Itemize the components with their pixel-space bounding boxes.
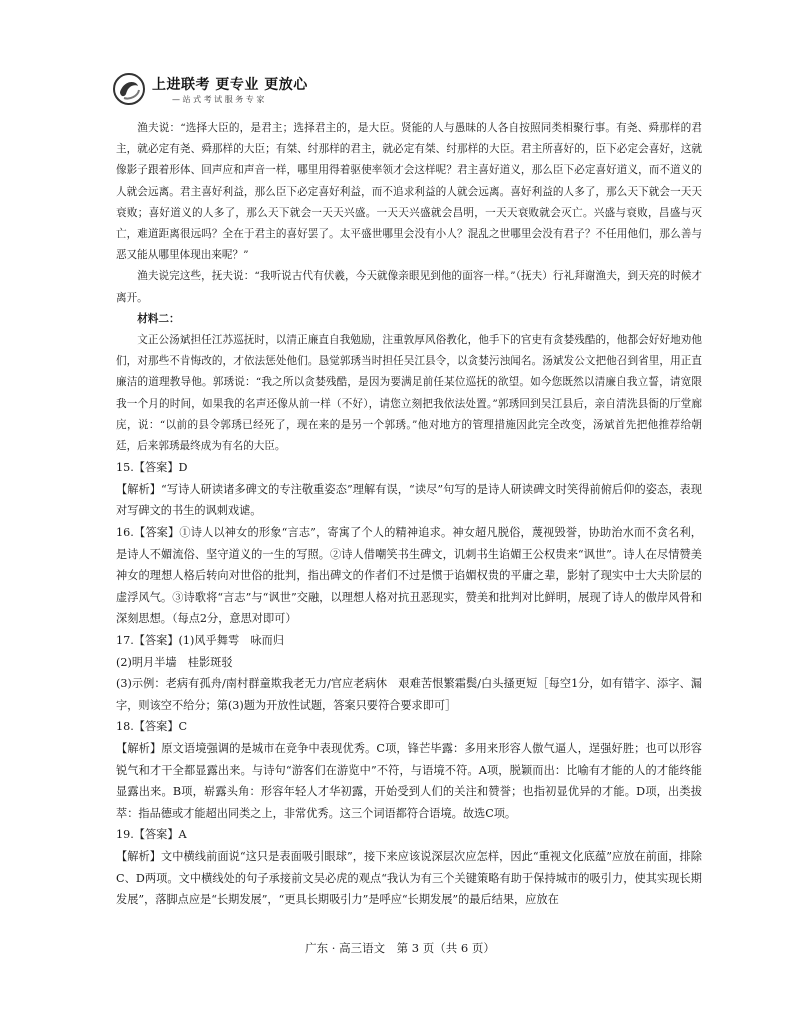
brand-tagline: — 站 式 考 试 服 务 专 家	[172, 95, 265, 104]
answer-line: 17.【答案】(1)风乎舞雩 咏而归	[116, 634, 284, 647]
answer-line: (2)明月半墙 桂影斑驳	[116, 655, 233, 669]
translation-paragraph-3: 文正公汤斌担任江苏巡抚时，以清正廉直自我勉励，注重敦厚风俗教化，他手下的官吏有贪婪残酷的，他都会好好地劝他们，对那些不肯悔改的，才依法惩处他们。恳觉郭琇当时担任吴江县令，以贪婪污浊闻名。汤斌发公文把他召到省里，用正直廉洁的道理教导他。郭琇说：“我之所以贪婪残酷，是因为要满足前任某位巡抚的欲望。如今您既然以清廉自我立誓，请宽限我一个月的时间，如果我的名声还像从前一样（不好），请您立刻把我依法处置。”郭琇回到吴江县后，亲自清洗县衙的厅堂廊庑，说：“以前的县令郭琇已经死了，现在来的是另一个郭琇。”他对地方的管理措施因此完全改变，汤斌首先把他推荐给朝廷，后来郭琇最终成为有名的大臣。	[116, 334, 702, 453]
page-content	[116, 118, 702, 911]
translation-paragraph-2: 渔夫说完这些，抚夫说：“我听说古代有伏羲，今天就像亲眼见到他的面容一样。”（抚夫）行礼拜谢渔夫，到天亮的时候才离开。	[116, 270, 702, 304]
material-2-heading: 材料二：	[137, 312, 180, 325]
answer-line: (3)示例：老病有孤舟/南村群童欺我老无力/官应老病休 艰难苦恨繁霜鬓/白头搔更短［每空1分，如有错字、添字、漏字，则该空不给分；第(3)题为开放性试题，答案只要符合要求即可］	[116, 677, 702, 712]
answer-line: 【解析】“写诗人研读诸多碑文的专注敬重姿态”理解有误，“读尽”句写的是诗人研读碑文时笑得前俯后仰的姿态，表现对写碑文的书生的讽刺戏谑。	[116, 482, 702, 518]
answer-line: 19.【答案】A	[116, 828, 187, 842]
answer-line: 18.【答案】C	[116, 720, 188, 734]
answer-line: 15.【答案】D	[116, 461, 188, 475]
page-header	[112, 70, 372, 114]
translation-paragraph-1: 渔夫说：“选择大臣的，是君主；选择君主的，是大臣。贤能的人与愚昧的人各自按照同类相聚行事。有尧、舜那样的君主，就必定有尧、舜那样的大臣；有桀、纣那样的君主，就必定有桀、纣那样的大臣。君主所喜好的，臣下必定会喜好，这就像影子跟着形体、回声应和声音一样，哪里用得着驱使率领才会这样呢？君主喜好道义，那么臣下必定喜好道义，而不道义的人就会远离。君主喜好利益，那么臣下必定喜好利益，而不追求利益的人就会远离。喜好利益的人多了，那么天下就会一天天衰败；喜好道义的人多了，那么天下就会一天天兴盛。一天天兴盛就会昌明，一天天衰败就会灭亡。兴盛与衰败，昌盛与灭亡，难道距离很远吗？全在于君主的喜好罢了。太平盛世哪里会没有小人？混乱之世哪里会没有君子？不任用他们，那么善与恶又能从哪里体现出来呢？”	[116, 122, 702, 262]
answer-line: 16.【答案】①诗人以神女的形象“言志”，寄寓了个人的精神追求。神女超凡脱俗，蔑视毁誉，协助治水而不贪名利，是诗人不媚流俗、坚守道义的一生的写照。②诗人借嘲笑书生碑文，讥刺书生谄媚王公权贵来“讽世”。诗人在尽情赞美神女的理想人格后转向对世俗的批判，指出碑文的作者们不过是惯于谄媚权贵的平庸之辈，影射了现实中士大夫阶层的虚浮风气。③诗歌将“言志”与“讽世”交融，以理想人格对抗丑恶现实，赞美和批判对比鲜明，展现了诗人的傲岸风骨和深刻思想。（每点2分，意思对即可）	[116, 526, 702, 626]
page-footer: 广东 · 高三语文 第 3 页（共 6 页）	[305, 941, 495, 955]
brand-logo-icon	[112, 72, 146, 106]
answer-line: 【解析】原文语境强调的是城市在竞争中表现优秀。C项，锋芒毕露：多用来形容人傲气逼人，逞强好胜；也可以形容锐气和才干全都显露出来。与诗句“游客们在游览中”不符，与语境不符。A项，脱颖而出：比喻有才能的人的才能终能显露出来。B项，崭露头角：形容年轻人才华初露，开始受到人们的关注和赞誉；也指初显优异的才能。D项，出类拔萃：指品德或才能超出同类之上，非常优秀。这三个词语都符合语境。故选C项。	[116, 741, 702, 820]
answer-line: 【解析】文中横线前面说“这只是表面吸引眼球”，接下来应该说深层次应怎样，因此“重视文化底蕴”应放在前面，排除C、D两项。文中横线处的句子承接前文吴必虎的观点“我认为有三个关键策略有助于保持城市的吸引力，使其实现长期发展”，落脚点应是“长期发展”，“更具长期吸引力”是呼应“长期发展”的最后结果，应放在	[116, 849, 702, 907]
brand-name: 上进联考 更专业 更放心	[152, 77, 308, 93]
